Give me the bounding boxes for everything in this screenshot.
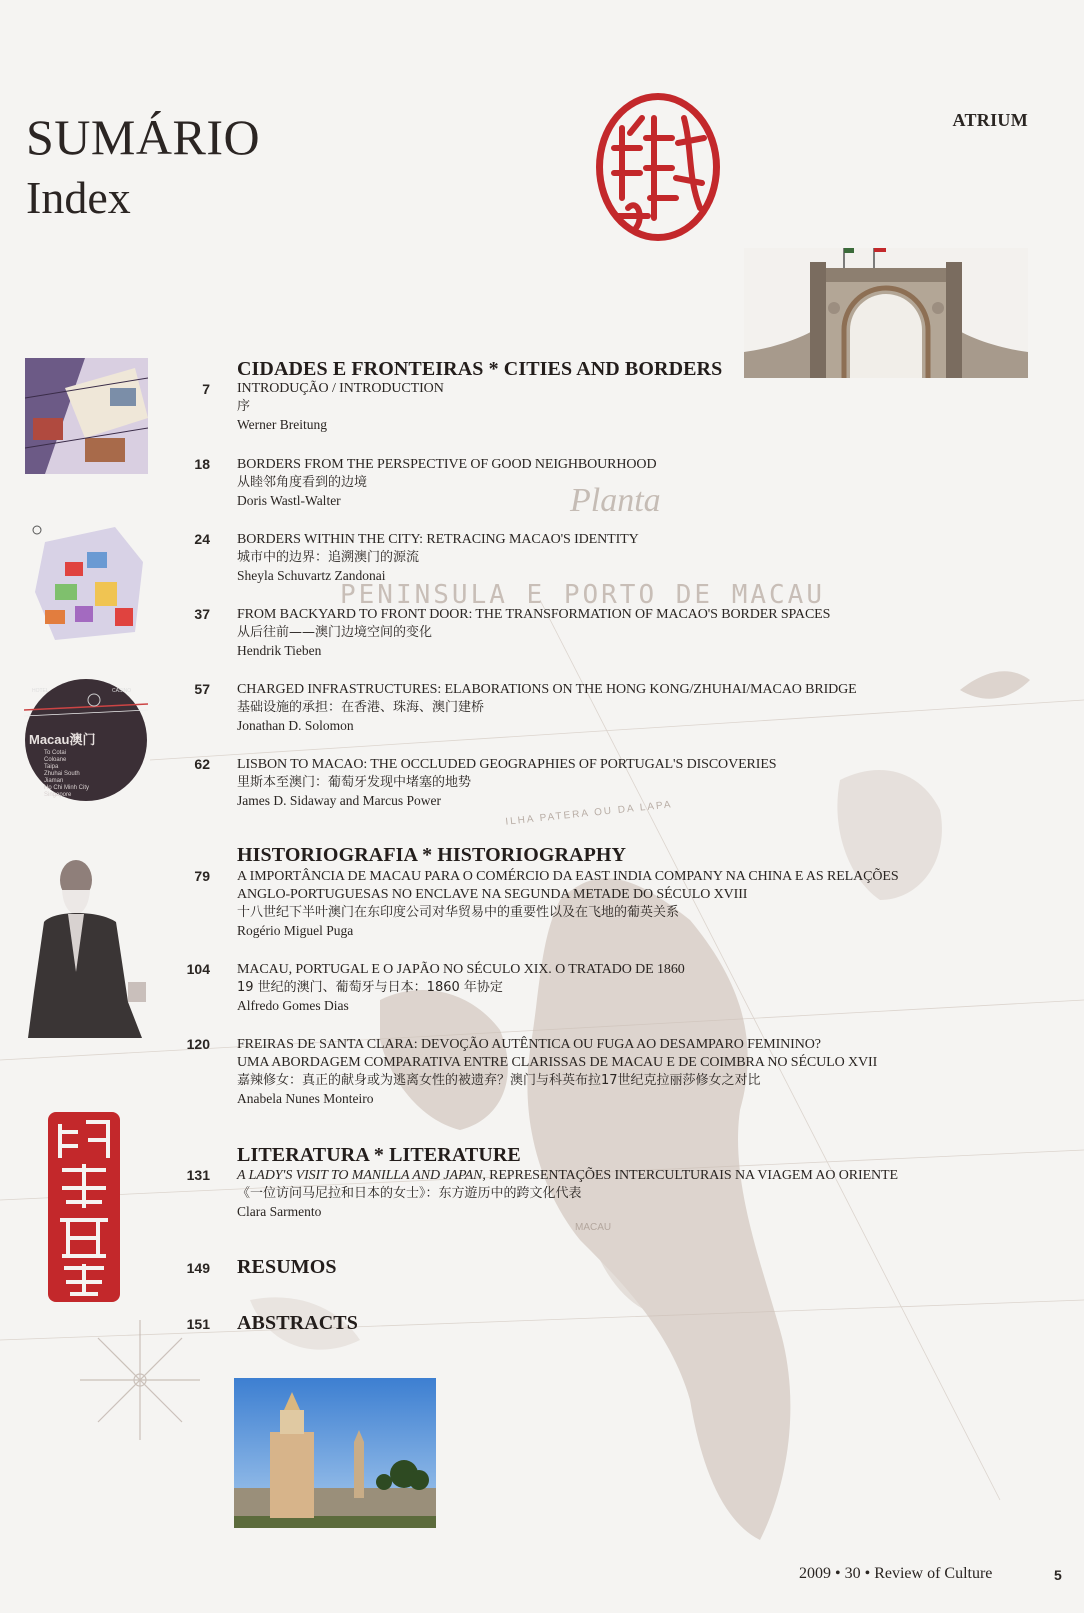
- entry-title: REPRESENTAÇÕES INTERCULTURAIS NA VIAGEM AO ORIENTE: [485, 1168, 898, 1183]
- entry-title: A IMPORTÂNCIA DE MACAU PARA O COMÉRCIO DA EAST INDIA COMPANY NA CHINA E AS RELAÇÕES: [237, 869, 899, 884]
- toc-entry[interactable]: [237, 868, 1037, 940]
- circle-map-dest: Taipa: [44, 764, 59, 770]
- entry-author: Anabela Nunes Monteiro: [237, 1091, 374, 1106]
- circle-map-dest: To Cotai: [44, 750, 67, 756]
- compass-rose: [80, 1320, 200, 1440]
- toc-entry[interactable]: [237, 606, 1037, 660]
- entry-title-cn: 嘉辣修女：真正的献身或为逃离女性的被遗弃？澳门与科英布拉17世纪克拉丽莎修女之对比: [237, 1073, 761, 1088]
- entry-title-cn: 城市中的边界：追溯澳门的源流: [237, 550, 420, 565]
- map-peninsula-text: PENINSULA E PORTO DE MACAU: [340, 580, 825, 610]
- entry-title-italic: A LADY'S VISIT TO MANILLA AND JAPAN,: [237, 1168, 486, 1183]
- section-heading: LITERATURA * LITERATURE: [237, 1144, 521, 1166]
- entry-title-cn: 19 世纪的澳门、葡萄牙与日本：1860 年协定: [237, 980, 503, 995]
- entry-title-cn: 基础设施的承担：在香港、珠海、澳门建桥: [237, 700, 485, 715]
- entry-author: Alfredo Gomes Dias: [237, 998, 349, 1013]
- entry-page-number: 104: [186, 961, 210, 977]
- toc-entry[interactable]: [237, 531, 1037, 585]
- entry-title-continued: ANGLO-PORTUGUESAS NO ENCLAVE NA SEGUNDA METADE DO SÉCULO XVIII: [237, 887, 748, 902]
- abstracts-page-number: 151: [186, 1316, 210, 1332]
- torre-del-oro-photo: [234, 1378, 436, 1528]
- entry-page-number: 18: [194, 456, 210, 472]
- map-island-text: ILHA PATERA OU DA LAPA: [504, 799, 674, 828]
- entry-author: Hendrik Tieben: [237, 643, 322, 658]
- section-heading: CIDADES E FRONTEIRAS * CITIES AND BORDERS: [237, 358, 723, 380]
- entry-page-number: 120: [186, 1036, 210, 1052]
- resumos-link[interactable]: RESUMOS: [237, 1256, 337, 1278]
- toc-entry[interactable]: [237, 961, 1037, 1015]
- entry-page-number: 131: [186, 1167, 210, 1183]
- entry-page-number: 37: [194, 606, 210, 622]
- red-seal-top: [592, 88, 724, 246]
- abstracts-link[interactable]: ABSTRACTS: [237, 1312, 358, 1334]
- entry-page-number: 62: [194, 756, 210, 772]
- entry-title-cn: 《一位访问马尼拉和日本的女士》：东方遊历中的跨文化代表: [237, 1186, 582, 1201]
- toc-entry[interactable]: [237, 681, 1037, 735]
- entry-title-cn: 从睦邻角度看到的边境: [237, 475, 368, 490]
- entry-title: MACAU, PORTUGAL E O JAPÃO NO SÉCULO XIX. O TRATADO DE 1860: [237, 962, 685, 977]
- section-tag: ATRIUM: [952, 110, 1028, 130]
- circle-map-top-label-2: CASINO: [112, 688, 132, 694]
- circle-map-dest: Ho Chi Minh City: [44, 785, 90, 791]
- circle-map-top-label: HOTEL: [32, 688, 49, 694]
- entry-page-number: 57: [194, 681, 210, 697]
- entry-author: Jonathan D. Solomon: [237, 718, 354, 733]
- entry-page-number: 24: [194, 531, 210, 547]
- entry-author: Rogério Miguel Puga: [237, 923, 354, 938]
- page-title: SUMÁRIO: [26, 109, 261, 165]
- map-macau-text: MACAU: [575, 1222, 612, 1233]
- circle-map-dest: Jiaman: [44, 778, 64, 784]
- thumb-portrait: [24, 852, 152, 1038]
- footer-page-number: 5: [1054, 1567, 1062, 1583]
- circle-map-dest: Singapore: [44, 792, 72, 798]
- map-cartouche-text: Planta: [570, 482, 661, 519]
- red-seal-vertical: [48, 1112, 120, 1302]
- entry-title: INTRODUÇÃO / INTRODUCTION: [237, 381, 444, 396]
- entry-author: Werner Breitung: [237, 417, 328, 432]
- entry-title: BORDERS FROM THE PERSPECTIVE OF GOOD NEIGHBOURHOOD: [237, 457, 657, 472]
- toc-entry[interactable]: [237, 456, 1037, 510]
- entry-page-number: 79: [194, 868, 210, 884]
- entry-author: James D. Sidaway and Marcus Power: [237, 793, 441, 808]
- thumb-painted-map: [25, 358, 148, 474]
- circle-map-destinations: [44, 750, 89, 799]
- entry-title-continued: UMA ABORDAGEM COMPARATIVA ENTRE CLARISSAS DE MACAU E DE COIMBRA NO SÉCULO XVII: [237, 1055, 878, 1070]
- entry-title: CHARGED INFRASTRUCTURES: ELABORATIONS ON THE HONG KONG/ZHUHAI/MACAO BRIDGE: [237, 682, 857, 697]
- entry-title-cn: 从后往前——澳门边境空间的变化: [237, 625, 433, 640]
- entry-title: LISBON TO MACAO: THE OCCLUDED GEOGRAPHIES OF PORTUGAL'S DISCOVERIES: [237, 757, 777, 772]
- circle-map-dest: Zhuhai South: [44, 771, 80, 777]
- entry-title: FREIRAS DE SANTA CLARA: DEVOÇÃO AUTÊNTICA OU FUGA AO DESAMPARO FEMININO?: [237, 1037, 821, 1052]
- entry-title-cn: 十八世纪下半叶澳门在东印度公司对华贸易中的重要性以及在飞地的葡英关系: [237, 905, 680, 920]
- entry-title: BORDERS WITHIN THE CITY: RETRACING MACAO'S IDENTITY: [237, 532, 639, 547]
- entry-title-cn: 序: [237, 399, 251, 414]
- border-gate-photo: [744, 248, 1028, 378]
- toc-entry[interactable]: [237, 1167, 1037, 1221]
- section-heading: HISTORIOGRAFIA * HISTORIOGRAPHY: [237, 844, 627, 866]
- toc-entry[interactable]: [237, 756, 1037, 810]
- toc-entry[interactable]: [237, 1036, 1037, 1108]
- entry-author: Doris Wastl-Walter: [237, 493, 341, 508]
- toc-entry[interactable]: [237, 380, 1037, 434]
- circle-map-title: Macau澳门: [29, 732, 96, 747]
- entry-title-cn: 里斯本至澳门：葡萄牙发现中堵塞的地势: [237, 775, 472, 790]
- circle-map-dest: Coloane: [44, 757, 67, 763]
- resumos-page-number: 149: [186, 1260, 210, 1276]
- page-subtitle: Index: [26, 172, 131, 223]
- entry-page-number: 7: [202, 381, 210, 397]
- entry-author: Clara Sarmento: [237, 1204, 322, 1219]
- entry-title: FROM BACKYARD TO FRONT DOOR: THE TRANSFORMATION OF MACAO'S BORDER SPACES: [237, 607, 831, 622]
- entry-author: Sheyla Schuvartz Zandonai: [237, 568, 386, 583]
- thumb-city-plan: [25, 522, 148, 640]
- footer-issue: 2009 • 30 • Review of Culture: [799, 1565, 993, 1582]
